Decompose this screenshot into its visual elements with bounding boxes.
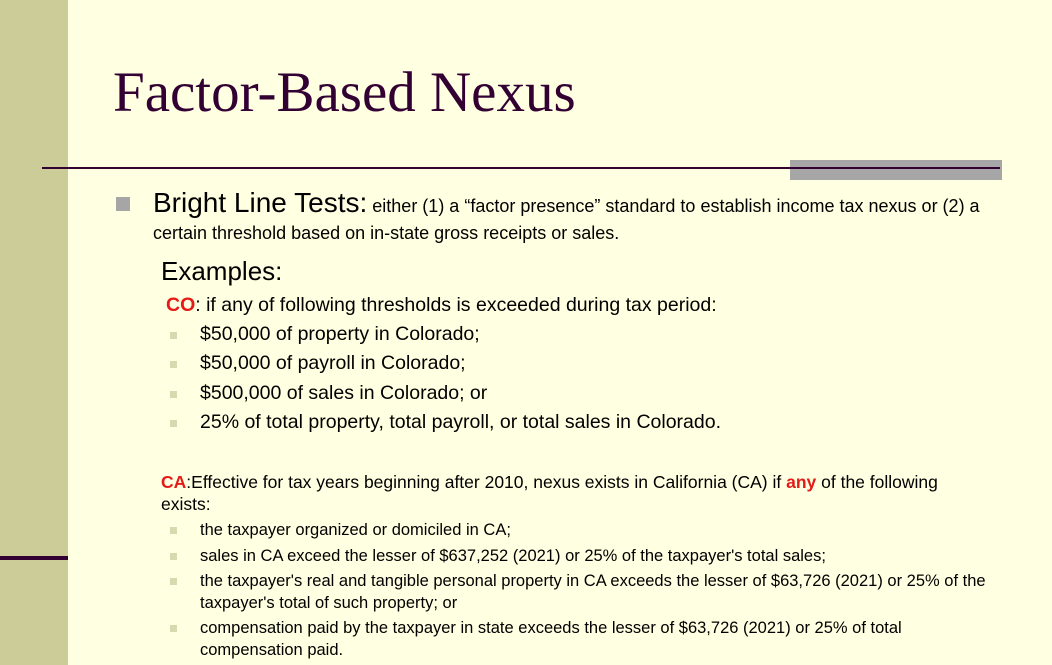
slide-title: Factor-Based Nexus <box>113 61 576 124</box>
bullet-square-icon <box>170 527 177 534</box>
bullet-square-icon <box>116 197 130 211</box>
bullet-square-icon <box>170 625 177 632</box>
ca-emphasis: any <box>786 472 817 492</box>
co-intro <box>166 294 717 317</box>
co-intro-text: : if any of following thresholds is exceeded during tax period: <box>195 294 717 316</box>
ca-intro <box>161 471 961 515</box>
bright-line-paragraph <box>153 189 993 247</box>
ca-list-item: sales in CA exceed the lesser of $637,252 (2021) or 25% of the taxpayer's total sales; <box>200 547 826 565</box>
examples-heading: Examples: <box>161 256 283 286</box>
ca-intro-text: :Effective for tax years beginning after 2010, nexus exists in California (CA) if <box>186 472 787 492</box>
left-bar-accent-line <box>0 556 68 560</box>
ca-abbr: CA <box>161 472 187 492</box>
bullet-square-icon <box>170 420 177 427</box>
ca-list-item: the taxpayer organized or domiciled in CA; <box>200 521 511 539</box>
bullet-square-icon <box>170 361 177 368</box>
ca-intro-tail: of the following exists: <box>161 472 938 514</box>
bullet-square-icon <box>170 332 177 339</box>
ca-list-item: the taxpayer's real and tangible personal property in CA exceeds the lesser of $63,726 (2021) or 25% of the taxpayer's total of such property; or <box>200 572 986 612</box>
co-list-item: 25% of total property, total payroll, or total sales in Colorado. <box>200 411 721 433</box>
bullet-square-icon <box>170 391 177 398</box>
co-list-item: $500,000 of sales in Colorado; or <box>200 382 488 404</box>
co-list-item: $50,000 of payroll in Colorado; <box>200 352 466 374</box>
bright-line-text: either (1) a “factor presence” standard to establish income tax nexus or (2) a certain threshold based on in-state gross receipts or sales. <box>153 196 980 243</box>
ca-list-item: compensation paid by the taxpayer in state exceeds the lesser of $63,726 (2021) or 25% of total compensation paid. <box>200 619 902 659</box>
bright-line-lead: Bright Line Tests: <box>153 187 368 218</box>
left-decorative-bar <box>0 0 68 665</box>
bullet-square-icon <box>170 578 177 585</box>
co-abbr: CO <box>166 294 196 316</box>
co-list-item: $50,000 of property in Colorado; <box>200 323 480 345</box>
title-gray-accent <box>790 160 1002 180</box>
bullet-square-icon <box>170 553 177 560</box>
title-divider <box>42 167 1000 169</box>
